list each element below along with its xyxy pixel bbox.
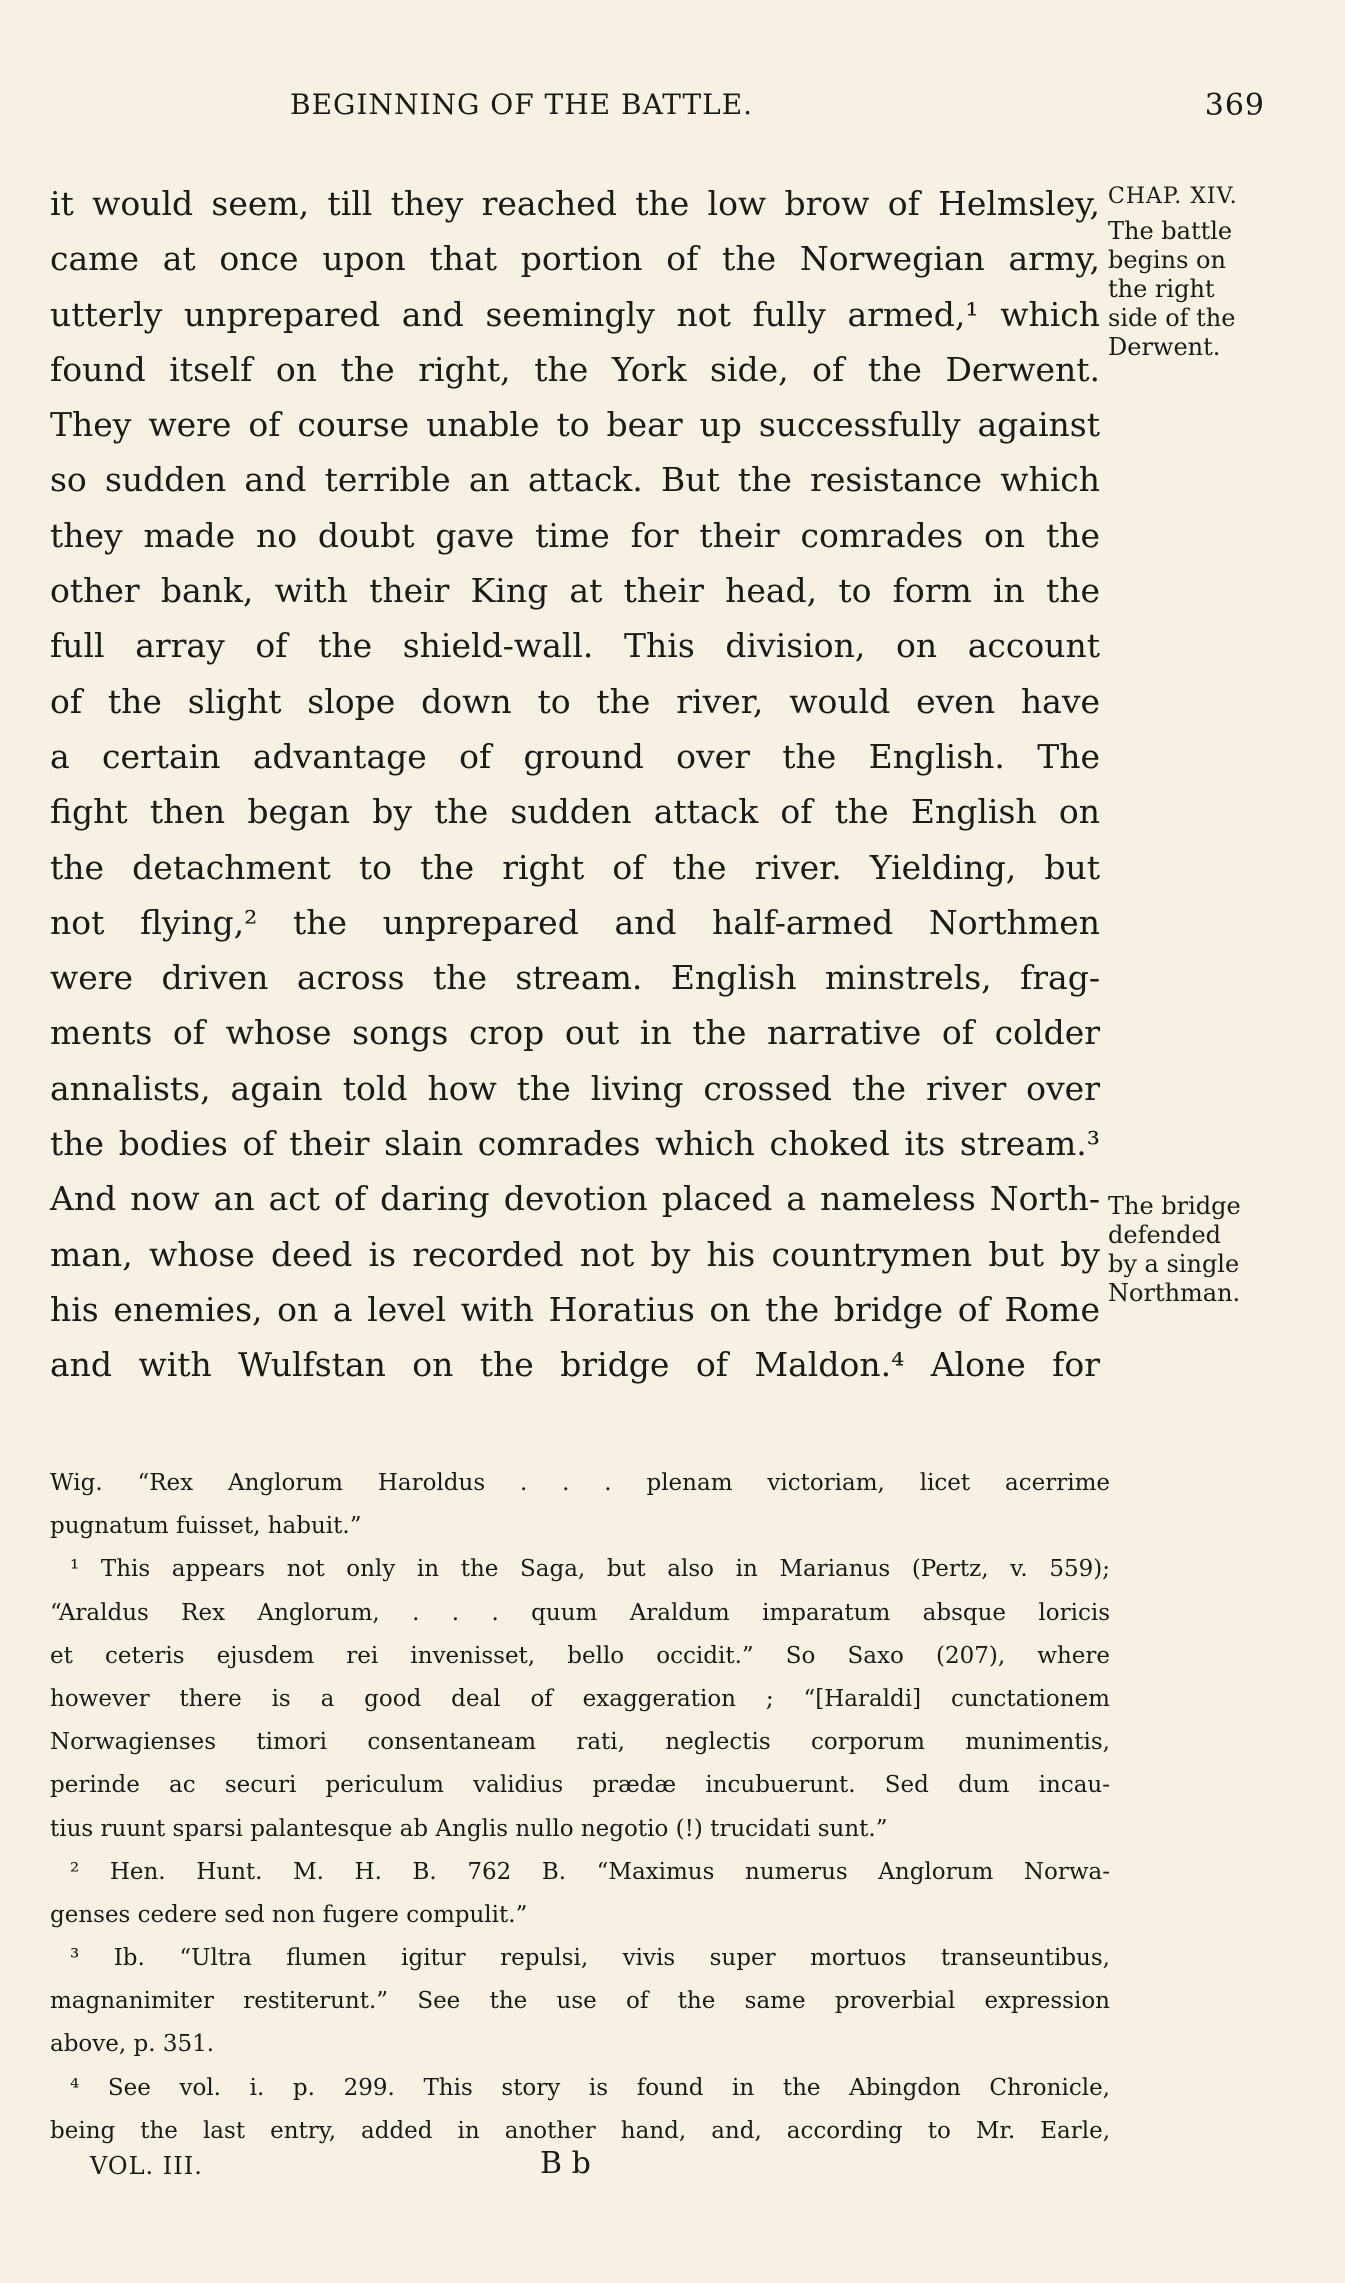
footnote-line: Norwagienses timori consentaneam rati, neglectis corporum munimentis, <box>50 1729 1110 1756</box>
body-line: and with Wulfstan on the bridge of Maldon.⁴ Alone for <box>50 1345 1100 1385</box>
footnote-line: ⁴ See vol. i. p. 299. This story is found in the Abingdon Chronicle, <box>70 2074 1110 2101</box>
body-line: annalists, again told how the living crossed the river over <box>50 1068 1100 1108</box>
running-title: BEGINNING OF THE BATTLE. <box>290 88 754 121</box>
body-line: fight then began by the sudden attack of the English on <box>50 792 1100 832</box>
chapter-label: CHAP. XIV. <box>1108 184 1238 209</box>
page-number: 369 <box>1204 88 1265 123</box>
footnote-line: magnanimiter restiterunt.” See the use of the same proverbial expression <box>50 1988 1110 2015</box>
body-line: came at once upon that portion of the Norwegian army, <box>50 239 1100 279</box>
footnote-line: however there is a good deal of exaggeration ; “[Haraldi] cunctationem <box>50 1685 1110 1712</box>
margin-note-bridge <box>1108 1192 1268 1308</box>
footnote-line: pugnatum fuisset, habuit.” <box>50 1513 362 1540</box>
footnote-line: being the last entry, added in another hand, and, according to Mr. Earle, <box>50 2117 1110 2144</box>
footnote-line: “Araldus Rex Anglorum, . . . quum Araldum imparatum absque loricis <box>50 1599 1110 1626</box>
body-line: so sudden and terrible an attack. But the resistance which <box>50 460 1100 500</box>
signature-mark: B b <box>540 2146 591 2181</box>
body-line: full array of the shield-wall. This division, on account <box>50 626 1100 666</box>
footnotes <box>50 1462 1110 2153</box>
footnote-line: tius ruunt sparsi palantesque ab Anglis nullo negotio (!) trucidati sunt.” <box>50 1815 888 1842</box>
body-line: And now an act of daring devotion placed a nameless North- <box>50 1179 1100 1219</box>
body-line: his enemies, on a level with Horatius on the bridge of Rome <box>50 1289 1100 1329</box>
body-line: They were of course unable to bear up successfully against <box>50 405 1100 445</box>
body-line: utterly unprepared and seemingly not fully armed,¹ which <box>50 294 1100 334</box>
footnote-line: et ceteris ejusdem rei invenisset, bello occidit.” So Saxo (207), where <box>50 1642 1110 1669</box>
margin-line: The bridge <box>1108 1192 1241 1220</box>
volume-label: VOL. III. <box>90 2152 203 2180</box>
body-line: man, whose deed is recorded not by his countrymen but by <box>50 1234 1100 1274</box>
margin-line: by a single <box>1108 1250 1240 1278</box>
margin-line: begins on <box>1108 246 1226 274</box>
body-line: of the slight slope down to the river, would even have <box>50 681 1100 721</box>
body-line: the bodies of their slain comrades which choked its stream.³ <box>50 1124 1100 1164</box>
body-line: a certain advantage of ground over the English. The <box>50 736 1100 776</box>
body-line: the detachment to the right of the river. Yielding, but <box>50 847 1100 887</box>
body-text <box>50 176 1100 1393</box>
footnote-line: genses cedere sed non fugere compulit.” <box>50 1901 528 1928</box>
body-line: other bank, with their King at their head, to form in the <box>50 571 1100 611</box>
body-line: it would seem, till they reached the low brow of Helmsley, <box>50 184 1100 223</box>
body-line: they made no doubt gave time for their comrades on the <box>50 515 1100 555</box>
body-line: were driven across the stream. English minstrels, frag- <box>50 958 1100 998</box>
footnote-line: ² Hen. Hunt. M. H. B. 762 B. “Maximus numerus Anglorum Norwa- <box>70 1858 1110 1885</box>
footnote-line: perinde ac securi periculum validius prædæ incubuerunt. Sed dum incau- <box>50 1772 1110 1799</box>
margin-line: Derwent. <box>1108 333 1221 361</box>
margin-line: the right <box>1108 275 1215 303</box>
margin-note-battle <box>1108 182 1268 362</box>
footnote-line: above, p. 351. <box>50 2031 215 2058</box>
footnote-line: ³ Ib. “Ultra flumen igitur repulsi, vivis super mortuos transeuntibus, <box>70 1945 1110 1972</box>
footnote-line: ¹ This appears not only in the Saga, but also in Marianus (Pertz, v. 559); <box>70 1556 1110 1583</box>
footnote-line: Wig. “Rex Anglorum Haroldus . . . plenam victoriam, licet acerrime <box>50 1470 1110 1496</box>
body-line: found itself on the right, the York side, of the Derwent. <box>50 349 1100 389</box>
body-line: not flying,² the unprepared and half-armed Northmen <box>50 902 1100 942</box>
margin-line: side of the <box>1108 304 1236 332</box>
body-line: ments of whose songs crop out in the narrative of colder <box>50 1013 1100 1053</box>
margin-line: Northman. <box>1108 1279 1241 1307</box>
margin-line: The battle <box>1108 217 1233 245</box>
margin-line: defended <box>1108 1221 1222 1249</box>
